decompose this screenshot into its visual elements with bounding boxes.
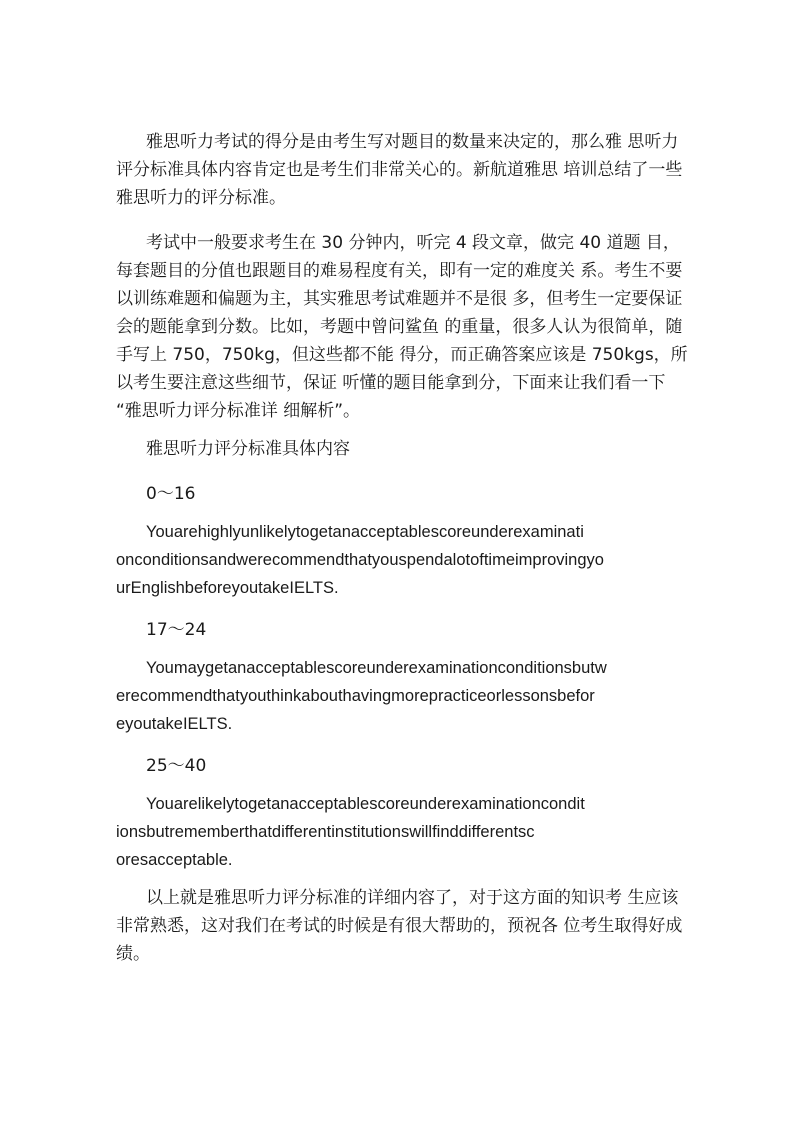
- paragraph-exam-tips-line: 以考生要注意这些细节，保证 听懂的题目能拿到分，下面来让我们看一下: [116, 373, 666, 393]
- score-band-description-line: urEnglishbeforeyoutakeIELTS.: [116, 579, 339, 597]
- paragraph-conclusion-line: 绩。: [116, 944, 150, 964]
- score-band-description-line: eyoutakeIELTS.: [116, 715, 233, 733]
- paragraph-exam-tips-line: 每套题目的分值也跟题目的难易程度有关，即有一定的难度关 系。考生不要: [116, 261, 683, 281]
- paragraph-intro-line: 雅思听力的评分标准。: [116, 188, 286, 208]
- score-band-description-line: oresacceptable.: [116, 851, 233, 869]
- paragraph-exam-tips-line: 以训练难题和偏题为主，其实雅思考试难题并不是很 多，但考生一定要保证: [116, 289, 683, 309]
- score-band-description-line: Youmaygetanacceptablescoreunderexaminationconditionsbutw: [146, 659, 607, 677]
- score-band-label: 0～16: [146, 484, 196, 504]
- paragraph-intro-line: 评分标准具体内容肯定也是考生们非常关心的。新航道雅思 培训总结了一些: [116, 160, 683, 180]
- score-band-description-line: Youarehighlyunlikelytogetanacceptablescoreunderexaminati: [146, 523, 584, 541]
- paragraph-exam-tips-line: 会的题能拿到分数。比如，考题中曾问鲨鱼 的重量，很多人认为很简单，随: [116, 317, 683, 337]
- paragraph-exam-tips-line: “雅思听力评分标准详 细解析”。: [116, 401, 361, 421]
- paragraph-intro-line: 雅思听力考试的得分是由考生写对题目的数量来决定的，那么雅 思听力: [146, 132, 679, 152]
- paragraph-exam-tips-line: 手写上 750，750kg，但这些都不能 得分，而正确答案应该是 750kgs，所: [116, 345, 688, 365]
- section-heading: 雅思听力评分标准具体内容: [146, 439, 350, 459]
- paragraph-conclusion-line: 以上就是雅思听力评分标准的详细内容了，对于这方面的知识考 生应该: [146, 888, 679, 908]
- score-band-description-line: ionsbutrememberthatdifferentinstitutionswillfinddifferentsc: [116, 823, 535, 841]
- paragraph-conclusion-line: 非常熟悉，这对我们在考试的时候是有很大帮助的，预祝各 位考生取得好成: [116, 916, 683, 936]
- score-band-description-line: Youarelikelytogetanacceptablescoreunderexaminationcondit: [146, 795, 585, 813]
- score-band-label: 25～40: [146, 756, 207, 776]
- score-band-description-line: erecommendthatyouthinkabouthavingmorepracticeorlessonsbefor: [116, 687, 595, 705]
- score-band-label: 17～24: [146, 620, 207, 640]
- paragraph-exam-tips-line: 考试中一般要求考生在 30 分钟内，听完 4 段文章，做完 40 道题 目，: [146, 233, 680, 253]
- score-band-description-line: onconditionsandwerecommendthatyouspendalotoftimeimprovingyo: [116, 551, 604, 569]
